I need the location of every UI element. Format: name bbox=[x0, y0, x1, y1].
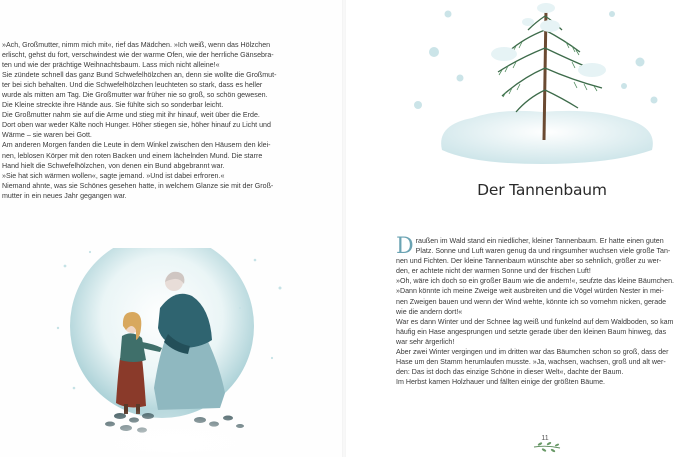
page-number: 11 bbox=[541, 435, 549, 442]
left-page-text bbox=[2, 40, 294, 201]
right-paragraph-1-text: raußen im Wald stand ein niedlicher, kleiner Tannenbaum. Er hatte einen guten Platz. Sonne und Luft waren genug da und ringsumher wuchsen viele große Tan- nen und Fichten. Der kleine Tannenbaum wünschte aber so sehnlich, größer zu wer- den, er achtete nicht der warmen Sonne und der frischen Luft! bbox=[396, 237, 671, 276]
right-paragraph-3: War es dann Winter und der Schnee lag weiß und funkelnd auf dem Waldboden, so kam häufig ein Hase angesprungen und setzte gerade über den kleinen Baum hinweg, das war sehr ärgerlich! bbox=[396, 317, 674, 346]
story-title: Der Tannenbaum bbox=[477, 181, 607, 199]
grandmother-and-girl-illustration bbox=[50, 248, 300, 453]
snow-mound bbox=[441, 111, 653, 164]
snowy-fir-tree-illustration bbox=[412, 0, 672, 168]
left-paragraph-6: Niemand ahnte, was sie Schönes gesehen hatte, in welchem Glanze sie mit der Groß- mutter in ein neues Jahr gegangen war. bbox=[2, 181, 274, 200]
leaf-sprig-icon bbox=[532, 440, 562, 454]
right-page-text bbox=[396, 236, 687, 387]
right-paragraph-1 bbox=[396, 236, 687, 276]
left-paragraph-3: Die Großmutter nahm sie auf die Arme und stieg mit ihr hinauf, weit über die Erde. Dort oben war weder Kälte noch Hunger. Höher stiegen sie, höher hinauf zu Licht und Wärme – sie waren bei Gott. bbox=[2, 111, 271, 140]
snow-dots bbox=[414, 11, 658, 110]
book-gutter bbox=[342, 0, 346, 457]
snow-haze bbox=[65, 393, 285, 453]
left-paragraph-2: Sie zündete schnell das ganz Bund Schwefelhölzchen an, denn sie wollte die Großmut- ter bei sich behalten. Und die Schwefelhölzchen leuchteten so stark, dass es heller wurde als mitten am Tag. Die Großmutter war früher nie so groß, so schön gewesen. Die Kleine streckte ihre Hände aus. Sie fühlte sich so sonderbar leicht. bbox=[2, 71, 277, 110]
right-paragraph-5: Im Herbst kamen Holzhauer und fällten einige der größten Bäume. bbox=[396, 378, 605, 387]
left-paragraph-5: »Sie hat sich wärmen wollen«, sagte jemand. »Und ist dabei erfroren.« bbox=[2, 171, 225, 180]
left-paragraph-4: Am anderen Morgen fanden die Leute in dem Winkel zwischen den Häusern den klei- nen, leblosen Körper mit den roten Backen und einem lächelnden Mund. Die starre Hand hielt die Schwefelhölzchen, von denen ein Bund abgebrannt war. bbox=[2, 141, 271, 170]
left-paragraph-1: »Ach, Großmutter, nimm mich mit«, rief das Mädchen. »Ich weiß, wenn das Hölzchen erlischt, gehst du fort, verschwindest wie der warme Ofen, wie der herrliche Gänsebra- ten und wie der prächtige Weihnachtsbaum. Lass mich nicht alleine!« bbox=[2, 41, 274, 70]
drop-cap: D bbox=[396, 234, 414, 259]
right-paragraph-2: »Oh, wäre ich doch so ein großer Baum wie die andern!«, seufzte das kleine Bäumchen. »Dann könnte ich meine Zweige weit ausbreiten und die Vögel würden Nester in mei- nen Zweigen bauen und wenn der Wind wehte, könnte ich so vornehm nicken, gerade wie die andern dort!« bbox=[396, 277, 674, 316]
right-paragraph-4: Aber zwei Winter vergingen und im dritten war das Bäumchen schon so groß, dass der Hase um den Stamm herumlaufen musste. »Ja, wachsen, wachsen, groß und alt wer- den: Das ist doch das einzige Schöne in dieser Welt«, dachte der Baum. bbox=[396, 348, 669, 377]
